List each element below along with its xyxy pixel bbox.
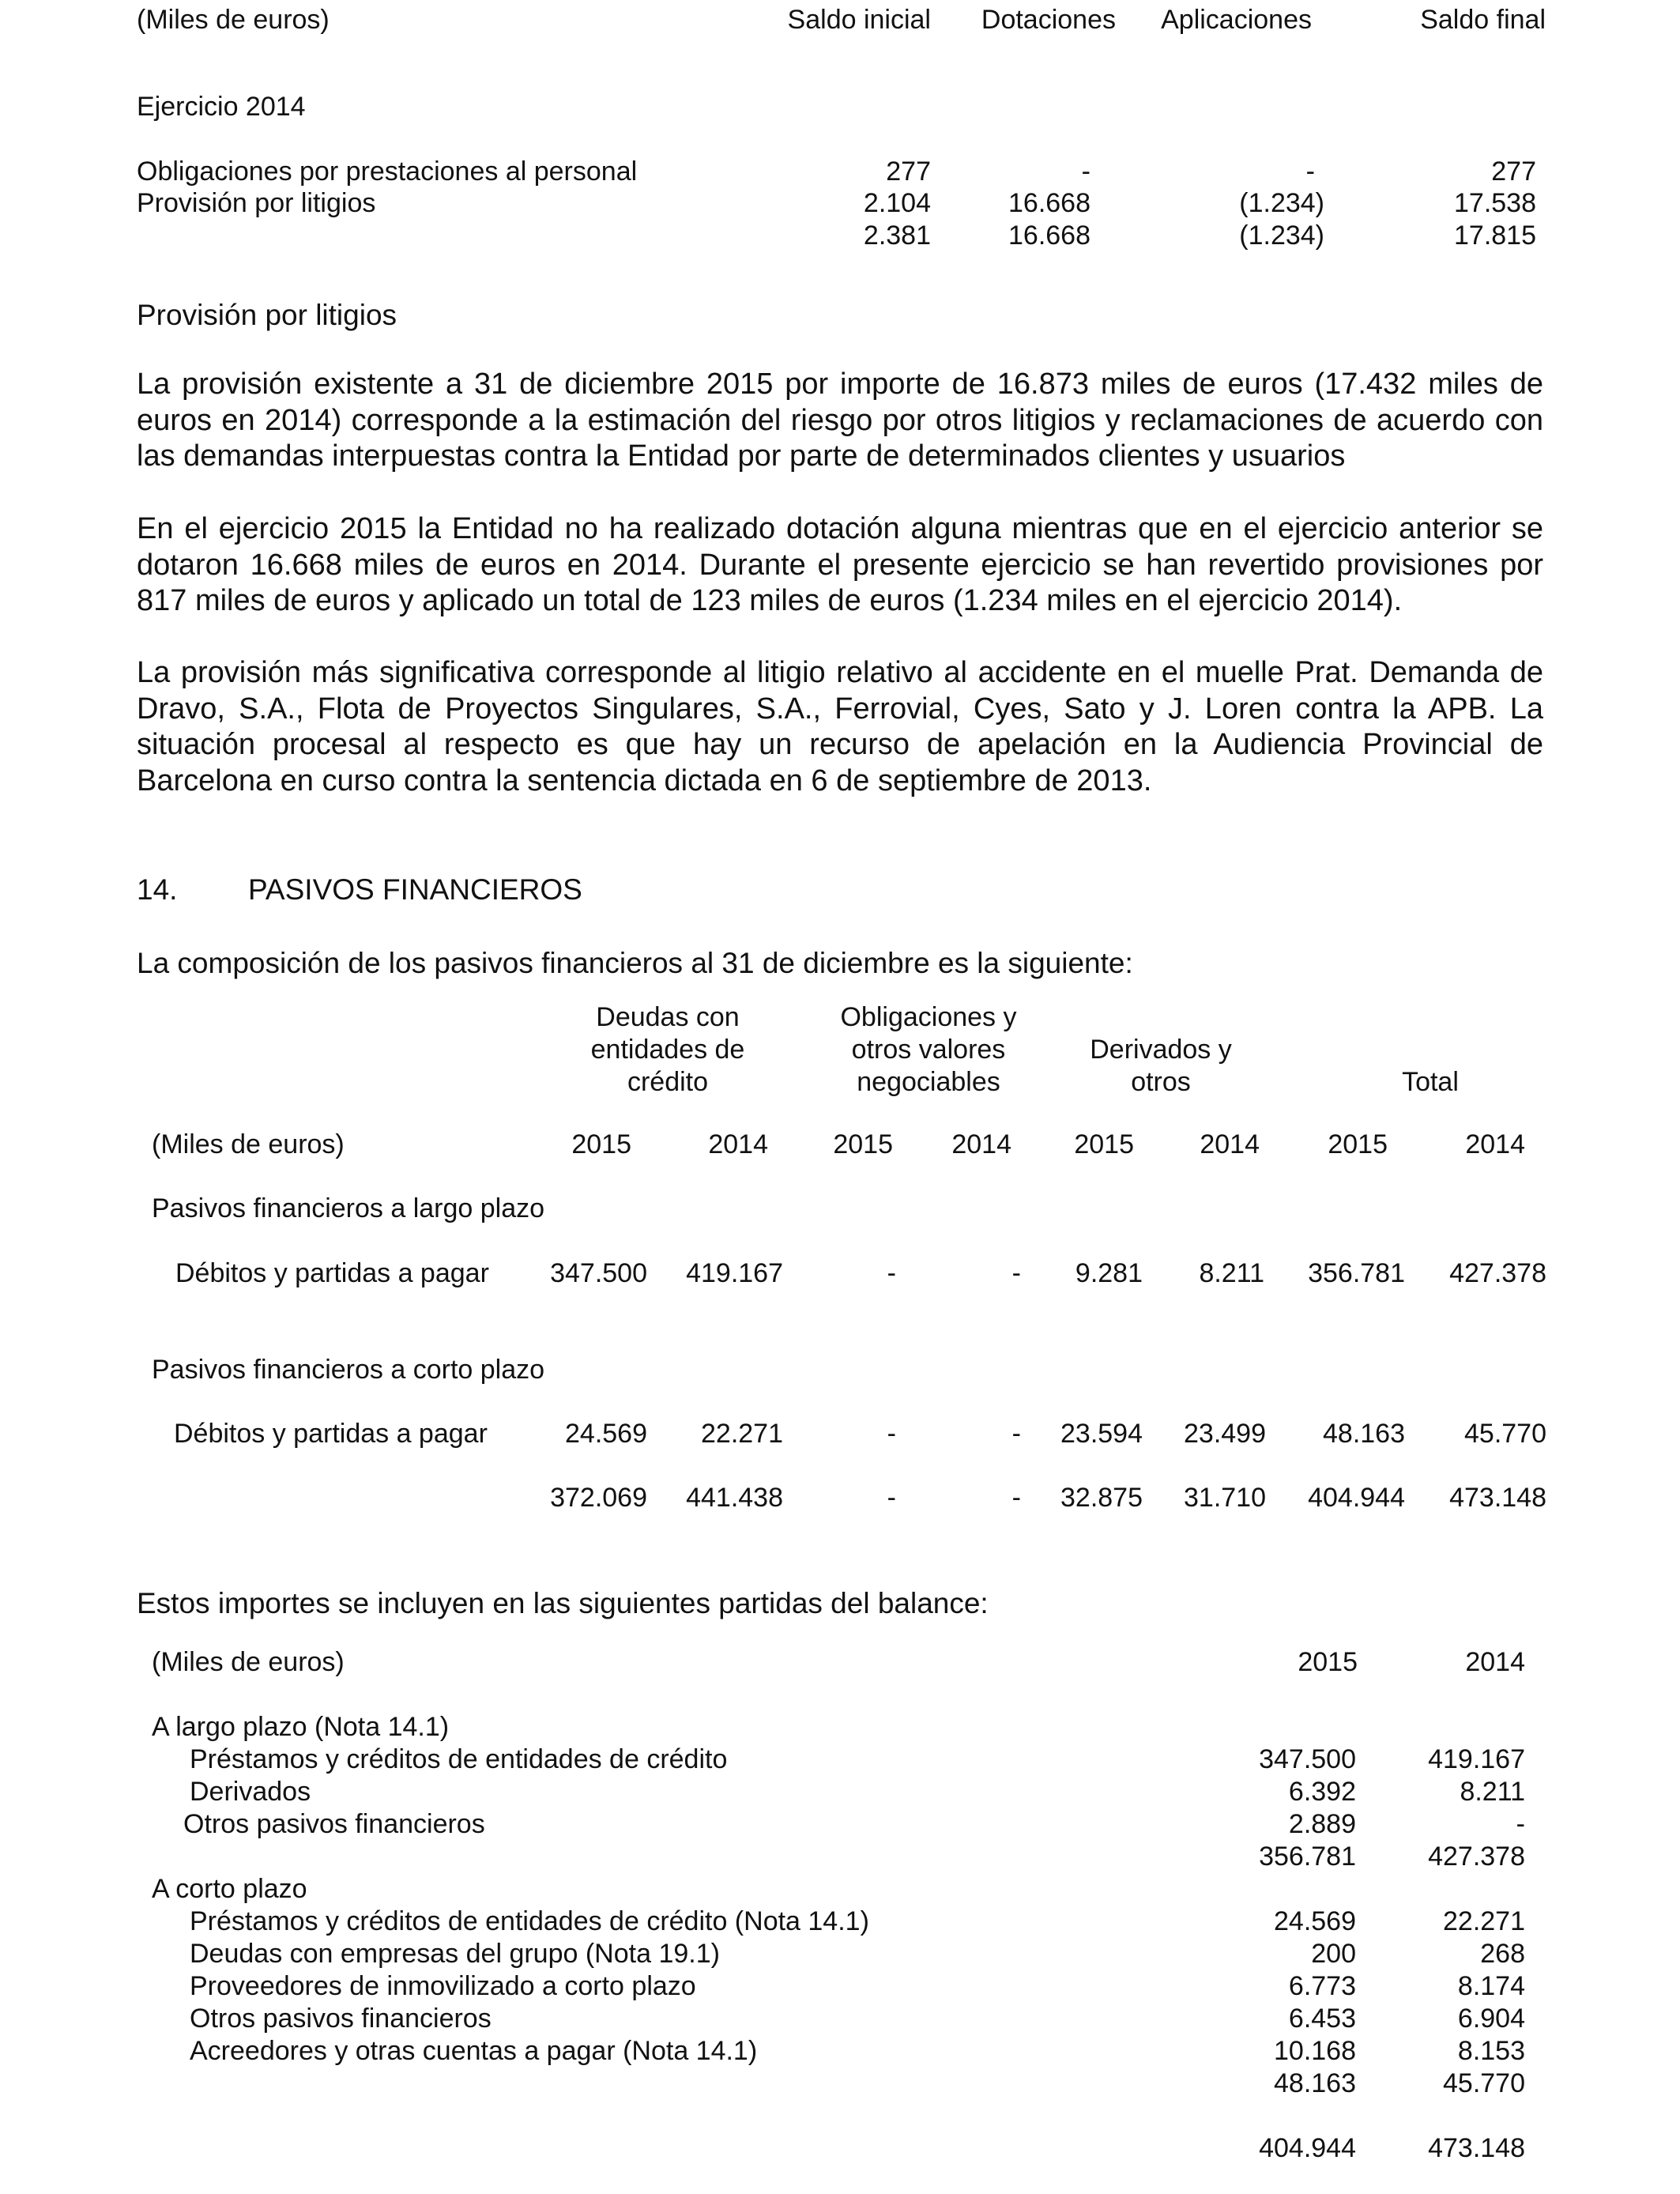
balance-cp-total-2014: 45.770 bbox=[1443, 2068, 1525, 2098]
table2-cp-row-label: Débitos y partidas a pagar bbox=[174, 1419, 488, 1449]
balance-row-label: Otros pasivos financieros bbox=[183, 1809, 485, 1839]
table1-col-saldo-final: Saldo final bbox=[1420, 5, 1546, 35]
balance-year-2014: 2014 bbox=[1465, 1647, 1525, 1677]
balance-cell-2014: 268 bbox=[1480, 1939, 1525, 1969]
table1-cell: 277 bbox=[886, 156, 931, 187]
balance-row-label: Proveedores de inmovilizado a corto plazo bbox=[190, 1971, 696, 2001]
table2-cell: 23.499 bbox=[1184, 1419, 1266, 1449]
table2-year: 2014 bbox=[708, 1129, 768, 1159]
table1-col-dotaciones: Dotaciones bbox=[981, 5, 1116, 35]
table1-row-label: Provisión por litigios bbox=[137, 188, 376, 218]
table1-year-label: Ejercicio 2014 bbox=[137, 92, 306, 122]
balance-cell-2014: - bbox=[1516, 1809, 1525, 1839]
table2-cell: 23.594 bbox=[1060, 1419, 1143, 1449]
table2-cell: 419.167 bbox=[686, 1258, 783, 1288]
table1-cell: 277 bbox=[1491, 156, 1536, 187]
group-header-obligaciones: Obligaciones y otros valores negociables bbox=[840, 1002, 1017, 1097]
table2-cell: 356.781 bbox=[1308, 1258, 1405, 1288]
table2-cell: 9.281 bbox=[1075, 1258, 1143, 1288]
balance-cell-2014: 8.174 bbox=[1457, 1971, 1525, 2001]
table1-cell: 2.104 bbox=[863, 188, 931, 218]
table2-cell: 24.569 bbox=[565, 1419, 647, 1449]
table2-cell: 22.271 bbox=[701, 1419, 783, 1449]
table2-cell: 45.770 bbox=[1464, 1419, 1546, 1449]
table2-year: 2015 bbox=[1328, 1129, 1388, 1159]
balance-row-label: Derivados bbox=[190, 1777, 311, 1807]
provision-paragraph-2: En el ejercicio 2015 la Entidad no ha realizado dotación alguna mientras que en el ejercicio anterior se dotaron 16.668 miles de euros en 2014. Durante el presente ejercicio se han revertido provisiones por 817 miles de euros y aplicado un total de 123 miles de euros (1.234 miles en el ejercicio 2014). bbox=[137, 512, 1543, 617]
table2-year: 2014 bbox=[1465, 1129, 1525, 1159]
balance-cp-heading: A corto plazo bbox=[152, 1874, 307, 1904]
table1-unit-label: (Miles de euros) bbox=[137, 5, 330, 35]
balance-cell-2014: 8.153 bbox=[1457, 2036, 1525, 2066]
balance-intro: Estos importes se incluyen en las siguientes partidas del balance: bbox=[137, 1587, 989, 1619]
balance-cell-2014: 8.211 bbox=[1460, 1777, 1525, 1807]
balance-lp-total-2015: 356.781 bbox=[1259, 1842, 1356, 1872]
balance-grand-total-2015: 404.944 bbox=[1259, 2133, 1356, 2163]
table2-year: 2014 bbox=[951, 1129, 1011, 1159]
table1-total-cell: 2.381 bbox=[863, 221, 931, 251]
balance-cell-2015: 24.569 bbox=[1274, 1906, 1356, 1936]
table2-year: 2014 bbox=[1200, 1129, 1260, 1159]
table1-total-cell: 16.668 bbox=[1008, 221, 1090, 251]
table2-total-cell: 473.148 bbox=[1449, 1483, 1546, 1513]
group-header-derivados: Derivados y otros bbox=[1090, 1035, 1232, 1097]
table2-unit-label: (Miles de euros) bbox=[152, 1129, 345, 1159]
table2-total-cell: 31.710 bbox=[1184, 1483, 1266, 1513]
balance-year-2015: 2015 bbox=[1298, 1647, 1358, 1677]
table2-cell: 48.163 bbox=[1323, 1419, 1405, 1449]
balance-cell-2015: 6.392 bbox=[1288, 1777, 1356, 1807]
table2-year: 2015 bbox=[571, 1129, 631, 1159]
balance-row-label: Otros pasivos financieros bbox=[190, 2004, 492, 2034]
balance-cell-2015: 6.453 bbox=[1288, 2004, 1356, 2034]
table1-cell: - bbox=[1305, 156, 1315, 187]
table1-row-label: Obligaciones por prestaciones al personal bbox=[137, 156, 638, 187]
table1-cell: 17.538 bbox=[1454, 188, 1536, 218]
provision-paragraph-3: La provisión más significativa corresponde al litigio relativo al accidente en el muelle Prat. Demanda de Dravo, S.A., Flota de Proyectos Singulares, S.A., Ferrovial, Cyes, Sato y J. Loren contra la APB. La situación procesal al respecto es que hay un recurso de apelación en la Audiencia Provincial de Barcelona en curso contra la sentencia dictada en 6 de septiembre de 2013. bbox=[137, 656, 1543, 797]
balance-cell-2015: 2.889 bbox=[1288, 1809, 1356, 1839]
table2-total-cell: 372.069 bbox=[550, 1483, 647, 1513]
table2-year: 2015 bbox=[1074, 1129, 1134, 1159]
balance-lp-heading: A largo plazo (Nota 14.1) bbox=[152, 1712, 450, 1742]
section-number: 14. bbox=[137, 873, 178, 906]
table1-cell: 16.668 bbox=[1008, 188, 1090, 218]
table2-cell: - bbox=[887, 1258, 896, 1288]
balance-cell-2014: 419.167 bbox=[1428, 1744, 1525, 1774]
group-header-total: Total bbox=[1402, 1067, 1459, 1097]
balance-cell-2014: 22.271 bbox=[1443, 1906, 1525, 1936]
balance-cell-2015: 347.500 bbox=[1259, 1744, 1356, 1774]
provision-paragraph-1: La provisión existente a 31 de diciembre 2015 por importe de 16.873 miles de euros (17.432 miles de euros en 2014) corresponde a la estimación del riesgo por otros litigios y reclamaciones de acuerdo con las demandas interpuestas contra la Entidad por parte de determinados clientes y usuarios bbox=[137, 368, 1543, 473]
table2-lp-row-label: Débitos y partidas a pagar bbox=[175, 1258, 489, 1288]
balance-cp-total-2015: 48.163 bbox=[1274, 2068, 1356, 2098]
table2-cell: - bbox=[1011, 1419, 1021, 1449]
group-header-deudas: Deudas con entidades de crédito bbox=[590, 1002, 745, 1097]
table2-lp-heading: Pasivos financieros a largo plazo bbox=[152, 1193, 545, 1223]
table2-cell: - bbox=[887, 1419, 896, 1449]
provision-heading: Provisión por litigios bbox=[137, 299, 397, 331]
table2-total-cell: - bbox=[1011, 1483, 1021, 1513]
table2-total-cell: 404.944 bbox=[1308, 1483, 1405, 1513]
balance-row-label: Préstamos y créditos de entidades de crédito bbox=[190, 1744, 728, 1774]
balance-row-label: Deudas con empresas del grupo (Nota 19.1) bbox=[190, 1939, 720, 1969]
table1-total-cell: (1.234) bbox=[1239, 221, 1324, 251]
balance-cell-2014: 6.904 bbox=[1457, 2004, 1525, 2034]
table2-total-cell: 441.438 bbox=[686, 1483, 783, 1513]
balance-row-label: Préstamos y créditos de entidades de crédito (Nota 14.1) bbox=[190, 1906, 869, 1936]
table1-cell: (1.234) bbox=[1239, 188, 1324, 218]
table2-cell: 427.378 bbox=[1449, 1258, 1546, 1288]
balance-cell-2015: 10.168 bbox=[1274, 2036, 1356, 2066]
balance-cell-2015: 6.773 bbox=[1288, 1971, 1356, 2001]
table2-total-cell: - bbox=[887, 1483, 896, 1513]
balance-cell-2015: 200 bbox=[1311, 1939, 1356, 1969]
table2-cp-heading: Pasivos financieros a corto plazo bbox=[152, 1355, 545, 1385]
table2-cell: 8.211 bbox=[1199, 1258, 1264, 1288]
table1-cell: - bbox=[1081, 156, 1090, 187]
balance-unit-label: (Miles de euros) bbox=[152, 1647, 345, 1677]
table1-col-saldo-inicial: Saldo inicial bbox=[787, 5, 931, 35]
table2-cell: 347.500 bbox=[550, 1258, 647, 1288]
balance-grand-total-2014: 473.148 bbox=[1428, 2133, 1525, 2163]
table1-total-cell: 17.815 bbox=[1454, 221, 1536, 251]
balance-lp-total-2014: 427.378 bbox=[1428, 1842, 1525, 1872]
table2-cell: - bbox=[1011, 1258, 1021, 1288]
section-intro: La composición de los pasivos financieros al 31 de diciembre es la siguiente: bbox=[137, 947, 1133, 979]
table1-col-aplicaciones: Aplicaciones bbox=[1161, 5, 1312, 35]
table2-year: 2015 bbox=[833, 1129, 893, 1159]
balance-row-label: Acreedores y otras cuentas a pagar (Nota 14.1) bbox=[190, 2036, 758, 2066]
section-title: PASIVOS FINANCIEROS bbox=[248, 873, 582, 906]
table2-total-cell: 32.875 bbox=[1060, 1483, 1143, 1513]
